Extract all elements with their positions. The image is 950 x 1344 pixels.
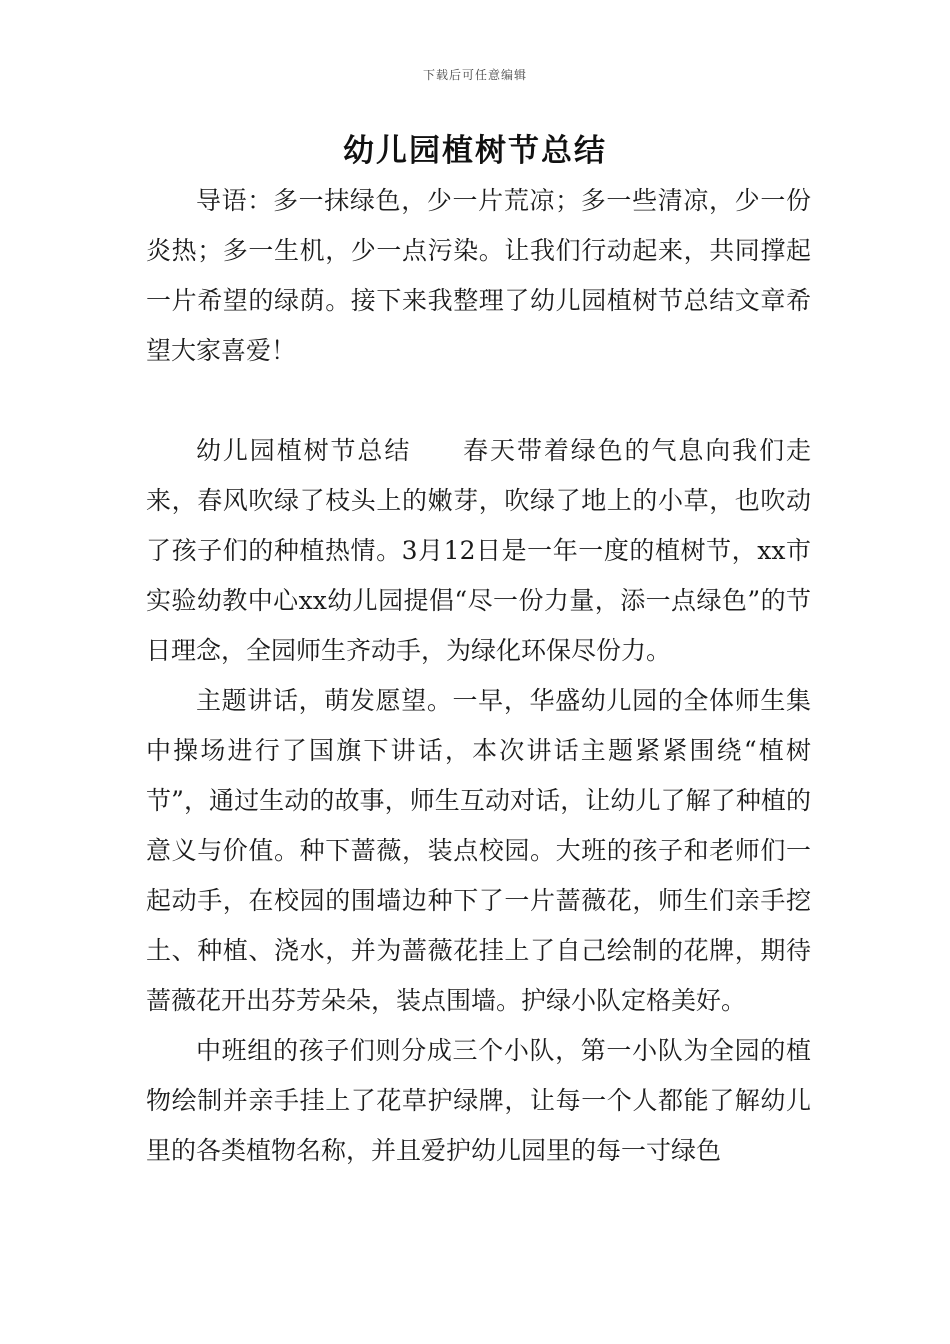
document-title: 幼儿园植树节总结 <box>343 133 607 169</box>
paragraph-spacer <box>146 376 811 426</box>
section-heading: 幼儿园植树节总结 <box>196 436 412 465</box>
document-body <box>146 176 811 1176</box>
header-note: 下载后可任意编辑 <box>422 68 527 82</box>
body-paragraph-3: 中班组的孩子们则分成三个小队，第一小队为全园的植物绘制并亲手挂上了花草护绿牌，让每一个人都能了解幼儿里的各类植物名称，并且爱护幼儿园里的每一寸绿色 <box>146 1036 811 1165</box>
intro-paragraph: 导语：多一抹绿色，少一片荒凉；多一些清凉，少一份炎热；多一生机，少一点污染。让我们行动起来，共同撑起一片希望的绿荫。接下来我整理了幼儿园植树节总结文章希望大家喜爱！ <box>146 186 811 365</box>
body-paragraph-1-text: 春天带着绿色的气息向我们走来，春风吹绿了枝头上的嫩芽，吹绿了地上的小草，也吹动了孩子们的种植热情。3月12日是一年一度的植树节，xx市实验幼教中心xx幼儿园提倡“尽一份力量，添一点绿色”的节日理念，全园师生齐动手，为绿化环保尽份力。 <box>146 436 811 665</box>
body-paragraph-1 <box>146 426 811 676</box>
body-paragraph-2: 主题讲话，萌发愿望。一早，华盛幼儿园的全体师生集中操场进行了国旗下讲话，本次讲话主题紧紧围绕“植树节”，通过生动的故事，师生互动对话，让幼儿了解了种植的意义与价值。种下蔷薇，装点校园。大班的孩子和老师们一起动手，在校园的围墙边种下了一片蔷薇花，师生们亲手挖土、种植、浇水，并为蔷薇花挂上了自己绘制的花牌，期待蔷薇花开出芬芳朵朵，装点围墙。护绿小队定格美好。 <box>146 686 811 1015</box>
